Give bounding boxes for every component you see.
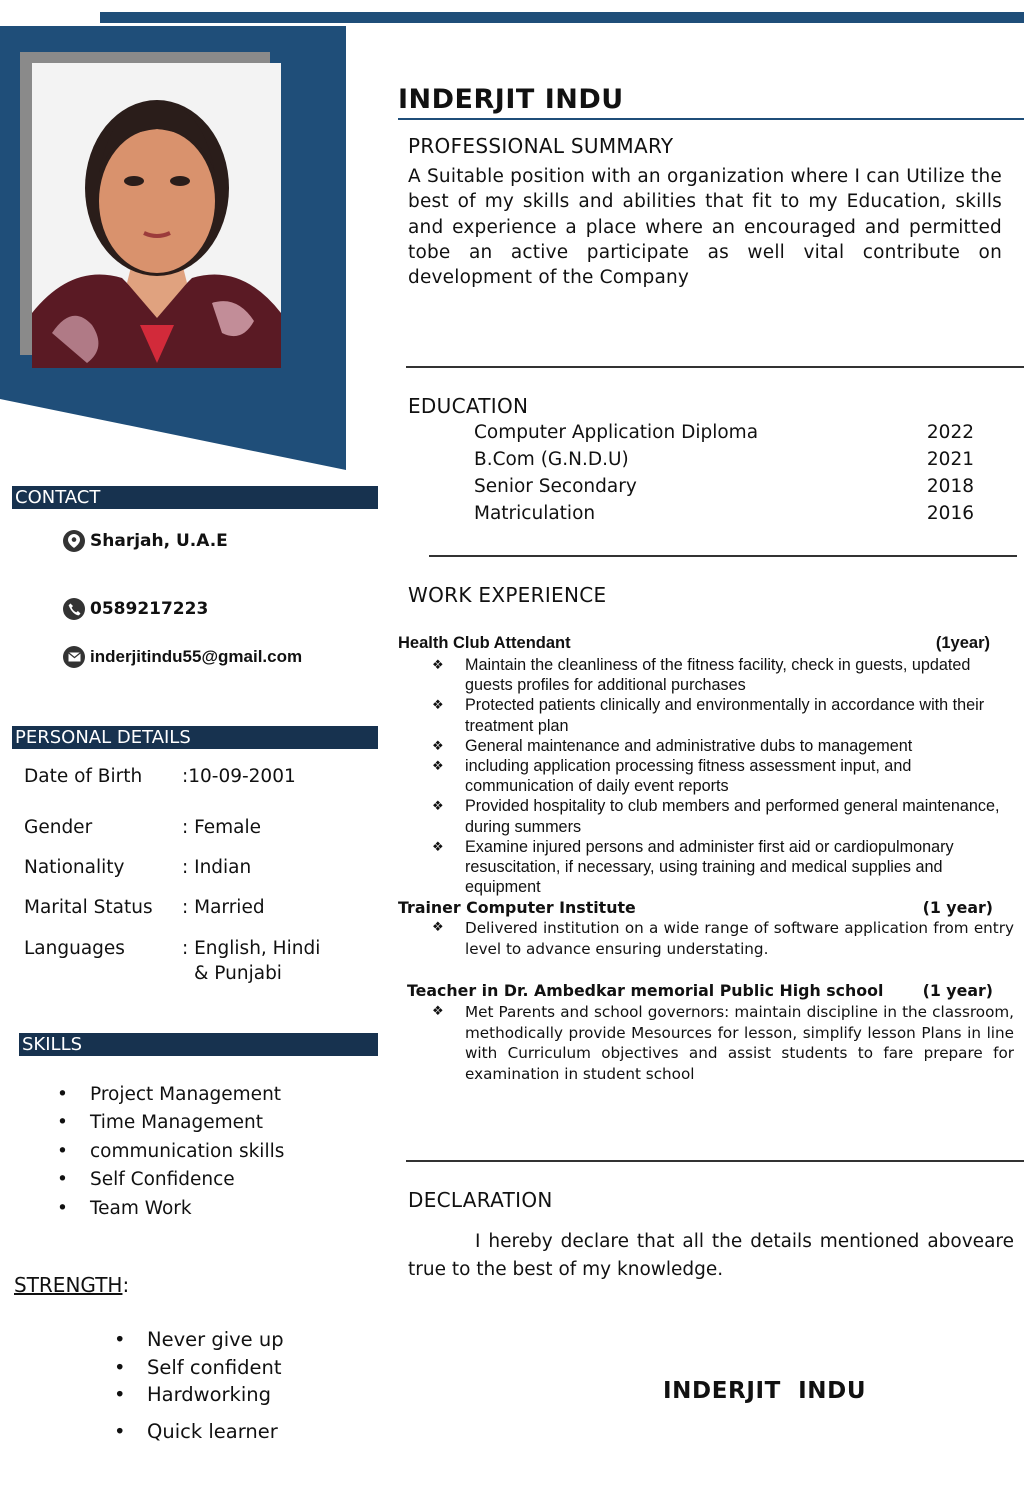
- email-icon: [63, 646, 85, 668]
- skill-item: • Team Work: [57, 1195, 284, 1223]
- job-duration: (1year): [935, 634, 990, 652]
- duty-item: ❖ General maintenance and administrative dubs to management: [430, 736, 1014, 756]
- education-course: Computer Application Diploma: [474, 422, 759, 443]
- education-divider: [429, 555, 1017, 557]
- job-duties-list: [430, 1002, 1014, 1084]
- nationality-label: Nationality: [24, 857, 125, 878]
- education-year: 2016: [926, 503, 974, 524]
- education-course: B.Com (G.N.D.U): [474, 449, 629, 470]
- strength-item: • Hardworking: [114, 1381, 284, 1409]
- phone-icon: [63, 598, 85, 620]
- declaration-title: DECLARATION: [408, 1188, 553, 1212]
- summary-divider: [406, 366, 1024, 368]
- marital-status-label: Marital Status: [24, 897, 153, 918]
- summary-text: A Suitable position with an organization where I can Utilize the best of my skills and abilities that fit to my Education, skills and experience a place where an encouraged and permitted tobe an active participate as well vital contribute on development of the Company: [408, 166, 1002, 289]
- top-accent-stripe: [100, 12, 1024, 23]
- skill-item: • communication skills: [57, 1138, 284, 1166]
- education-row: [474, 449, 974, 470]
- location-pin-icon: [63, 530, 85, 552]
- job-title: Trainer Computer Institute: [398, 898, 636, 917]
- summary-title: PROFESSIONAL SUMMARY: [408, 134, 674, 158]
- dob-label: Date of Birth: [24, 766, 143, 787]
- education-course: Matriculation: [474, 503, 596, 524]
- languages-value-cont: & Punjabi: [194, 963, 282, 984]
- languages-label: Languages: [24, 938, 125, 959]
- duty-item: ❖ including application processing fitness assessment input, and communication of daily event reports: [430, 756, 1014, 796]
- strength-colon: :: [122, 1273, 130, 1297]
- duty-item: ❖ Protected patients clinically and environmentally in accordance with their treatment plan: [430, 695, 1014, 735]
- profile-photo: [32, 63, 281, 368]
- strength-item: • Self confident: [114, 1354, 284, 1382]
- signature-name: INDERJIT INDU: [663, 1378, 867, 1404]
- strength-heading: [14, 1273, 129, 1297]
- location-text: Sharjah, U.A.E: [90, 531, 228, 551]
- job-title: Teacher in Dr. Ambedkar memorial Public High school: [407, 981, 884, 1000]
- education-row: [474, 476, 974, 497]
- contact-phone: [63, 598, 208, 620]
- strength-item: • Quick learner: [114, 1418, 284, 1446]
- duty-item: ❖ Delivered institution on a wide range of software application from entry level to advance ensuring understating.: [430, 918, 1014, 959]
- skills-heading: SKILLS: [19, 1033, 378, 1056]
- duty-item: ❖ Examine injured persons and administer first aid or cardiopulmonary resuscitation, if necessary, using training and medical supplies and equipment: [430, 837, 1014, 898]
- job-heading: [398, 898, 993, 917]
- work-title: WORK EXPERIENCE: [408, 583, 607, 607]
- contact-location: [63, 530, 228, 552]
- marital-status-value: : Married: [182, 897, 265, 918]
- job-duration: (1 year): [922, 898, 993, 917]
- job-heading: [398, 634, 990, 653]
- skills-list: [57, 1081, 284, 1223]
- strength-list: [114, 1326, 284, 1445]
- personal-details-heading: PERSONAL DETAILS: [12, 726, 378, 749]
- languages-value: : English, Hindi: [182, 938, 321, 959]
- job-duties-list: [430, 918, 1014, 959]
- education-year: 2018: [926, 476, 974, 497]
- education-year: 2022: [926, 422, 974, 443]
- job-heading: [407, 981, 993, 1000]
- declaration-text: I hereby declare that all the details mentioned aboveare true to the best of my knowledge.: [408, 1231, 1014, 1280]
- skill-item: • Self Confidence: [57, 1166, 284, 1194]
- job-title: Health Club Attendant: [398, 634, 571, 652]
- education-course: Senior Secondary: [474, 476, 637, 497]
- email-text[interactable]: inderjitindu55@gmail.com: [90, 647, 303, 666]
- gender-value: : Female: [182, 817, 262, 838]
- candidate-name: INDERJIT INDU: [398, 84, 624, 115]
- duty-item: ❖ Provided hospitality to club members and performed general maintenance, during summers: [430, 796, 1014, 836]
- gender-label: Gender: [24, 817, 93, 838]
- contact-email: [63, 646, 302, 668]
- work-divider: [406, 1160, 1024, 1162]
- strength-item: • Never give up: [114, 1326, 284, 1354]
- contact-heading: CONTACT: [12, 486, 378, 509]
- education-row: [474, 422, 974, 443]
- education-year: 2021: [926, 449, 974, 470]
- duty-item: ❖ Maintain the cleanliness of the fitness facility, check in guests, updated guests profiles for additional purchases: [430, 655, 1014, 695]
- strength-title-text: STRENGTH: [14, 1273, 123, 1297]
- job-duration: (1 year): [922, 981, 993, 1000]
- job-duties-list: [430, 655, 1014, 897]
- skill-item: • Time Management: [57, 1109, 284, 1137]
- nationality-value: : Indian: [182, 857, 252, 878]
- phone-text[interactable]: 0589217223: [90, 599, 209, 619]
- name-divider: [398, 118, 1024, 120]
- skill-item: • Project Management: [57, 1081, 284, 1109]
- dob-value: :10-09-2001: [182, 766, 296, 787]
- education-title: EDUCATION: [408, 394, 529, 418]
- education-row: [474, 503, 974, 524]
- duty-item: ❖ Met Parents and school governors: maintain discipline in the classroom, methodically provide Mesources for lesson, simplify lesson Plans in line with Curriculum objectives and assist students to fare prepare for examination in student school: [430, 1002, 1014, 1084]
